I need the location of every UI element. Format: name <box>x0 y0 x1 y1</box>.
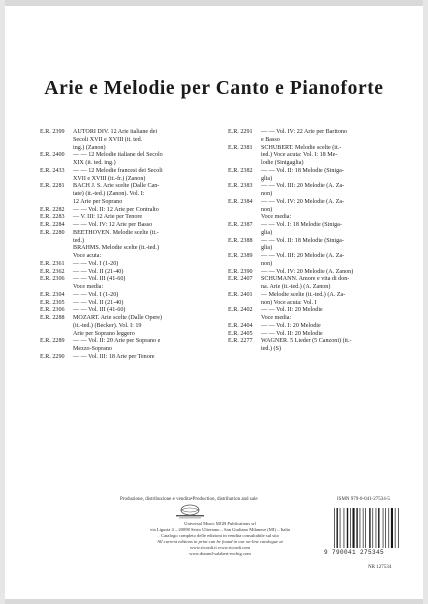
production-line: Produzione, distribuzione e vendita•Production, distribution and sale <box>120 497 258 502</box>
entry-text: — — Vol. III (41-60) <box>73 307 126 314</box>
catalogue-entry <box>40 331 226 339</box>
entry-text: — — Vol. IV: 20 Melodie (A. Za- <box>261 198 345 205</box>
catalogue-entry <box>228 253 404 261</box>
entry-text: XIX (it. ted. ing.) <box>73 160 116 166</box>
entry-text: — — Vol. III: 20 Melodie (A. Za- <box>261 183 345 190</box>
catalogue-entry <box>228 199 404 207</box>
catalogue-entry <box>40 207 226 215</box>
entry-text: 12 Arie per Soprano <box>73 198 123 205</box>
page-title: Arie e Melodie per Canto e Pianoforte <box>44 78 384 99</box>
catalogue-entry <box>40 245 226 253</box>
entry-text: WAGNER. 5 Lieder (5 Canzoni) (it.- <box>261 338 352 345</box>
entry-text: lodie (Sinigaglia) <box>261 160 304 166</box>
page-edge-top <box>0 0 428 6</box>
catalogue-entry <box>40 222 226 230</box>
catalogue-entry <box>228 284 404 292</box>
catalogue-column-right <box>228 129 404 354</box>
catalogue-entry <box>40 261 226 269</box>
entry-text: glia) <box>261 175 273 182</box>
catalogue-entry <box>40 307 226 315</box>
catalogue-entry <box>228 292 404 300</box>
catalogue-entry <box>40 338 226 346</box>
edition-code: E.R. 2283 <box>40 214 65 221</box>
entry-text: SCHUBERT. Melodie scelte (it.- <box>261 144 342 151</box>
edition-code: E.R. 2288 <box>40 315 65 321</box>
entry-text: Voce media: <box>261 315 292 321</box>
entry-text: — — Vol. III (41-60) <box>73 276 126 283</box>
catalogue-entry <box>40 292 226 300</box>
catalogue-entry <box>40 315 226 323</box>
entry-text: BRAHMS. Melodie scelte (it.-ted.) <box>73 245 159 252</box>
entry-text: — — Vol. I: 20 Melodie <box>261 322 321 329</box>
edition-code: E.R. 2383 <box>228 183 253 190</box>
entry-text: ted.) <box>73 237 84 244</box>
catalogue-entry <box>40 269 226 277</box>
catalogue-entry <box>228 323 404 331</box>
edition-code: E.R. 2433 <box>40 167 65 174</box>
catalogue-entry <box>40 323 226 331</box>
entry-text: — — 12 Melodie francesi dei Secoli <box>73 167 163 174</box>
entry-text: tate) (it.-ted.) (Zanon). Vol. I: <box>73 191 145 197</box>
entry-text: AUTORI DIV. 12 Arie italiane dei <box>73 129 158 135</box>
entry-text: — — Vol. II: 20 Arie per Soprano e <box>73 338 161 345</box>
catalogue-entry <box>228 307 404 315</box>
entry-text: — — Vol. I (1-20) <box>73 291 119 298</box>
entry-text: ted.) (S) <box>261 346 281 352</box>
catalogue-entry <box>40 346 226 354</box>
catalogue-number: NR 127534 <box>368 565 392 570</box>
catalogue-entry <box>228 160 404 168</box>
catalogue-entry <box>40 145 226 153</box>
edition-code: E.R. 2405 <box>228 330 253 337</box>
entry-text: — — Vol. I: 18 Melodie (Siniga- <box>261 222 342 228</box>
entry-text: non) <box>261 260 273 267</box>
edition-code: E.R. 2400 <box>40 152 65 159</box>
catalogue-column-left <box>40 129 226 362</box>
entry-text: BACH J. S. Arie scelte (Dalle Can- <box>73 183 160 190</box>
catalogue-entry <box>228 238 404 246</box>
entry-text: non) <box>261 206 273 213</box>
catalogue-entry <box>228 152 404 160</box>
entry-text: — — Vol. II: 18 Melodie (Siniga- <box>261 237 344 244</box>
edition-code: E.R. 2384 <box>228 198 253 205</box>
catalogue-entry <box>228 338 404 346</box>
entry-text: — — Vol. II: 12 Arie per Contralto <box>73 206 159 213</box>
entry-text: e Basso <box>261 136 280 143</box>
entry-text: Mezzo-Soprano <box>73 346 112 352</box>
catalogue-entry <box>228 315 404 323</box>
entry-text: XVII e XVIII (it.-fr.) (Zanon) <box>73 175 146 182</box>
entry-text: BEETHOVEN. Melodie scelte (it.- <box>73 229 159 236</box>
entry-text: — — Vol. IV: 22 Arie per Baritono <box>261 129 347 135</box>
barcode-number: 9 790041 275345 <box>324 549 385 556</box>
catalogue-entry <box>40 214 226 222</box>
edition-code: E.R. 2277 <box>228 338 253 345</box>
catalogue-entry <box>40 284 226 292</box>
barcode-icon <box>332 507 402 549</box>
catalogue-entry <box>40 354 226 362</box>
edition-code: E.R. 2306 <box>40 276 65 283</box>
catalogue-entry <box>228 269 404 277</box>
entry-text: (it.-ted.) (Becker). Vol. I: 19 <box>73 322 142 329</box>
catalogue-entry <box>228 168 404 176</box>
entry-text: Voce media: <box>261 214 292 221</box>
edition-code: E.R. 2290 <box>40 353 65 360</box>
catalogue-entry <box>228 183 404 191</box>
catalogue-entry <box>40 137 226 145</box>
entry-text: MOZART. Arie scelte (Dalle Opere) <box>73 315 163 321</box>
entry-text: — Melodie scelte (it.-ted.) (A. Za- <box>261 291 346 298</box>
entry-text: SCHUMANN. Amore e vita di don- <box>261 276 350 283</box>
edition-code: E.R. 2361 <box>40 260 65 267</box>
edition-code: E.R. 2306 <box>40 307 65 314</box>
catalogue-entry <box>228 276 404 284</box>
entry-text: Arie per Soprano leggero <box>73 330 135 337</box>
edition-code: E.R. 2281 <box>40 183 65 190</box>
edition-code: E.R. 2282 <box>40 206 65 213</box>
catalogue-entry <box>228 191 404 199</box>
entry-text: — — Vol. II: 20 Melodie <box>261 307 323 314</box>
edition-code: E.R. 2362 <box>40 268 65 275</box>
edition-code: E.R. 2407 <box>228 276 253 283</box>
edition-code: E.R. 2402 <box>228 307 253 314</box>
entry-text: Voce acuta: <box>73 253 102 259</box>
edition-code: E.R. 2305 <box>40 299 65 306</box>
entry-text: — — Vol. II (21-40) <box>73 299 124 306</box>
edition-code: E.R. 2399 <box>40 129 65 135</box>
catalogue-entry <box>40 183 226 191</box>
edition-code: E.R. 2289 <box>40 338 65 345</box>
entry-text: Voce media: <box>73 284 104 290</box>
website-link: www.durand-salabert-eschig.com <box>189 551 251 556</box>
edition-code: E.R. 2280 <box>40 229 65 236</box>
entry-text: — — Vol. II (21-40) <box>73 268 124 275</box>
catalogue-entry <box>228 261 404 269</box>
website-links: www.ricordi.it www.ricordi.com <box>189 545 250 550</box>
entry-text: — — Vol. II: 18 Melodie (Siniga- <box>261 167 344 174</box>
edition-code: E.R. 2401 <box>228 291 253 298</box>
catalogue-entry <box>40 230 226 238</box>
imprint-line: Catalogo completo delle edizioni in vendita consultabile sul sito <box>161 533 279 538</box>
catalogue-entry <box>228 129 404 137</box>
entry-text: non) Voce acuta: Vol. I <box>261 299 317 306</box>
edition-code: E.R. 2284 <box>40 222 65 228</box>
entry-text: na. Arie (it.-ted.) (A. Zanon) <box>261 284 331 290</box>
catalogue-entry <box>228 214 404 222</box>
edition-code: E.R. 2291 <box>228 129 253 135</box>
catalogue-entry <box>40 253 226 261</box>
universal-logo-icon <box>170 504 210 520</box>
edition-code: E.R. 2390 <box>228 268 253 275</box>
catalogue-entry <box>40 152 226 160</box>
catalogue-entry <box>228 207 404 215</box>
imprint-block <box>110 521 330 557</box>
catalogue-entry <box>228 222 404 230</box>
imprint-line: Universal Music MGB Publications srl <box>184 521 256 526</box>
catalogue-entry <box>40 129 226 137</box>
edition-code: E.R. 2304 <box>40 291 65 298</box>
catalogue-entry <box>228 346 404 354</box>
catalogue-entry <box>228 230 404 238</box>
catalogue-entry <box>40 160 226 168</box>
entry-text: non) <box>261 191 273 197</box>
edition-code: E.R. 2381 <box>228 144 253 151</box>
catalogue-entry <box>228 300 404 308</box>
catalogue-entry <box>40 199 226 207</box>
entry-text: glia) <box>261 245 273 252</box>
edition-code: E.R. 2389 <box>228 253 253 259</box>
edition-code: E.R. 2382 <box>228 167 253 174</box>
entry-text: — V. III: 12 Arie per Tenore <box>73 214 143 221</box>
ismn-code: ISMN 979-0-041-27534-5 <box>337 497 390 502</box>
entry-text: — — Vol. I (1-20) <box>73 260 119 267</box>
entry-text: glia) <box>261 229 273 236</box>
entry-text: — — Vol. II: 20 Melodie <box>261 330 323 337</box>
entry-text: — — 12 Melodie italiane del Secolo <box>73 152 163 159</box>
edition-code: E.R. 2404 <box>228 322 253 329</box>
page-edge-bottom <box>0 599 428 604</box>
catalogue-entry <box>228 245 404 253</box>
edition-code: E.R. 2388 <box>228 237 253 244</box>
entry-text: — — Vol. IV: 12 Arie per Basso <box>73 222 153 228</box>
entry-text: Secoli XVII e XVIII (it. ted. <box>73 136 143 143</box>
imprint-line: via Liguria 4 – 20098 Sesto Ulteriano – San Giuliano Milanese (MI) – Italia <box>150 527 290 532</box>
catalogue-entry <box>40 300 226 308</box>
catalogue-entry <box>40 276 226 284</box>
edition-code: E.R. 2387 <box>228 222 253 228</box>
catalogue-entry <box>40 191 226 199</box>
entry-text: — — Vol. III: 18 Arie per Tenore <box>73 353 155 360</box>
catalogue-entry <box>228 137 404 145</box>
catalogue-entry <box>40 168 226 176</box>
entry-text: — — Vol. IV: 20 Melodie (A. Zanon) <box>261 268 354 275</box>
entry-text: — — Vol. III: 20 Melodie (A. Za- <box>261 253 345 259</box>
entry-text: ing.) (Zanon) <box>73 144 106 151</box>
imprint-line: All current editions in print can be found in our on-line catalogue at <box>157 539 283 544</box>
entry-text: ted.) Voce acuta: Vol. I: 18 Me- <box>261 152 338 159</box>
